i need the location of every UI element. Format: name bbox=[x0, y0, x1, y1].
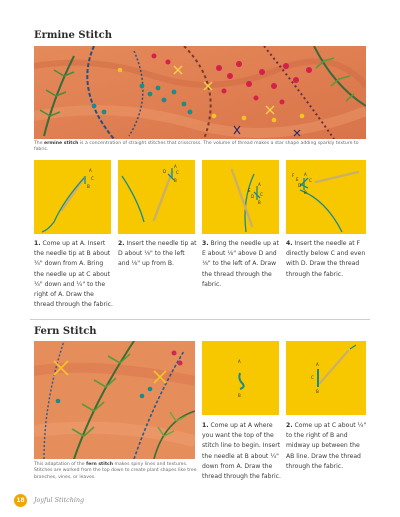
svg-text:C: C bbox=[176, 170, 179, 175]
svg-text:A: A bbox=[304, 172, 307, 177]
caption-term-fern: fern stitch bbox=[86, 462, 114, 467]
svg-text:D: D bbox=[163, 169, 167, 174]
ermine-diagram-1 bbox=[34, 160, 111, 234]
svg-text:F: F bbox=[292, 173, 295, 178]
diagram-label: B bbox=[87, 184, 90, 189]
ermine-embroidery-illustration bbox=[34, 46, 366, 139]
svg-text:D: D bbox=[298, 183, 302, 188]
svg-text:C: C bbox=[260, 192, 263, 197]
page-number-badge: 18 bbox=[14, 494, 27, 507]
ermine-step-1: 1. Come up at A. Insert the needle tip at B about ¼" down from A. Bring the needle up at C about ¼" down and ¼" to the right of A. Draw the thread through the fabric. bbox=[34, 240, 113, 309]
fern-step-1: 1. Come up at A where you want the top of the stitch line to begin. Insert the needle at B about ¼" down from A. Draw the thread through the fabric. bbox=[202, 422, 281, 481]
svg-text:D: D bbox=[251, 194, 255, 199]
fern-step-2: 2. Come up at C about ¼" to the right of B and midway up between the AB line. Draw the thread through the fabric. bbox=[286, 422, 367, 470]
svg-text:A: A bbox=[238, 359, 241, 364]
ermine-step-4: 4. Insert the needle at F directly below C and even with D. Draw the thread through the fabric. bbox=[286, 240, 366, 278]
fern-sample-photo bbox=[34, 341, 195, 459]
section-divider bbox=[30, 319, 370, 320]
svg-text:B: B bbox=[258, 200, 261, 205]
fern-diagram-2 bbox=[286, 341, 366, 415]
svg-text:C: C bbox=[311, 375, 314, 380]
ermine-diagram-4 bbox=[286, 160, 366, 234]
svg-text:A: A bbox=[258, 182, 261, 187]
svg-text:A: A bbox=[174, 164, 177, 169]
svg-text:C: C bbox=[309, 178, 312, 183]
svg-text:A: A bbox=[316, 362, 319, 367]
section-title-fern: Fern Stitch bbox=[34, 326, 97, 337]
fern-diagram-1 bbox=[202, 341, 279, 415]
section-title-ermine: Ermine Stitch bbox=[34, 30, 113, 41]
fern-embroidery-illustration bbox=[34, 341, 195, 459]
fern-caption: This adaptation of the fern stitch makes spiny lines and textures. Stitches are worked from the top down to create plant shapes like tree branches, vines, or leaves. bbox=[34, 462, 197, 480]
diagram-label: C bbox=[91, 176, 94, 181]
ermine-caption: The ermine stitch is a concentration of straight stitches that crisscross. The volume of thread makes a star shape adding sparkly texture to fabric. bbox=[34, 141, 359, 153]
svg-text:E: E bbox=[248, 188, 251, 193]
svg-text:B: B bbox=[238, 393, 241, 398]
ermine-diagram-3 bbox=[202, 160, 279, 234]
ermine-step-2: 2. Insert the needle tip at D about ⅛" to the left and ⅛" up from B. bbox=[118, 240, 197, 268]
ermine-sample-photo bbox=[34, 46, 366, 139]
svg-text:B: B bbox=[174, 178, 177, 183]
running-title: Joyful Stitching bbox=[34, 496, 85, 504]
ermine-diagram-2 bbox=[118, 160, 195, 234]
ermine-step-3: 3. Bring the needle up at E about ⅛" above D and ⅛" to the left of A. Draw the thread through the fabric. bbox=[202, 240, 279, 288]
svg-text:B: B bbox=[304, 190, 307, 195]
caption-term-ermine: ermine stitch bbox=[44, 141, 79, 146]
svg-text:B: B bbox=[316, 389, 319, 394]
svg-text:E: E bbox=[296, 177, 299, 182]
diagram-label: A bbox=[89, 168, 92, 173]
